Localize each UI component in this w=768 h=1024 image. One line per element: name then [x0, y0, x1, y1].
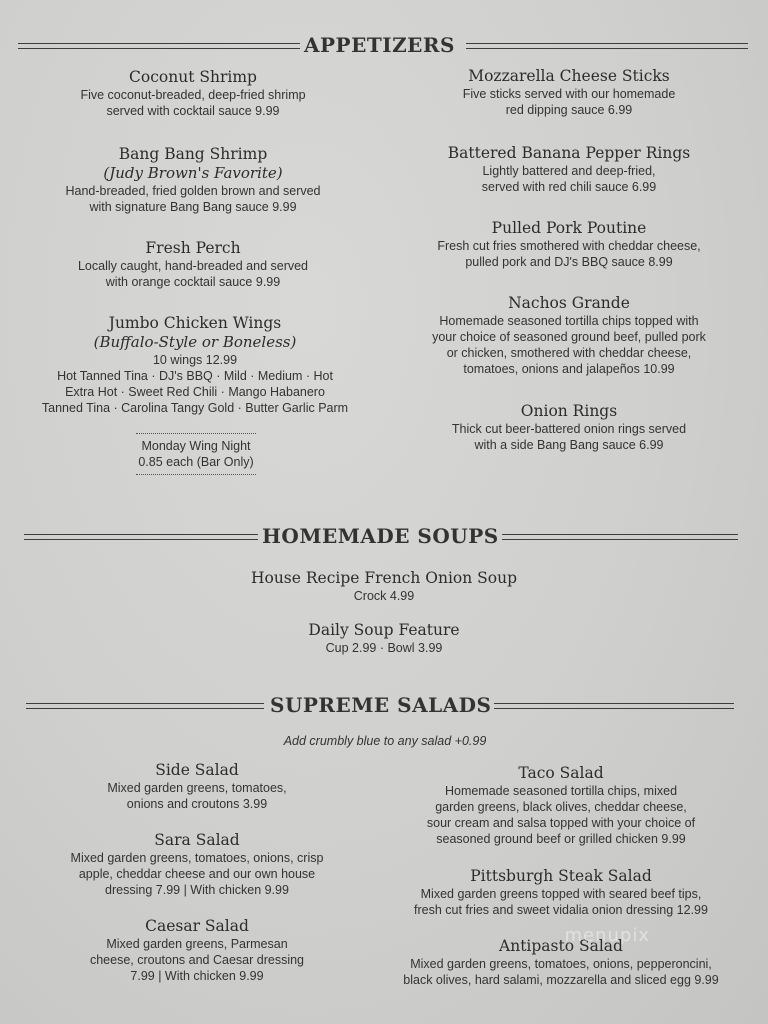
item-desc: Tanned Tina · Carolina Tangy Gold · Butter Garlic Parm [41, 401, 349, 415]
item-desc: Five sticks served with our homemade [462, 87, 676, 101]
item-name: Pulled Pork Poutine [491, 219, 647, 237]
watermark: menupix [564, 925, 650, 946]
menu-item-mozzarella-sticks [396, 67, 742, 118]
item-desc: black olives, hard salami, mozzarella and sliced egg 9.99 [403, 973, 719, 987]
item-desc: Crock 4.99 [353, 589, 415, 603]
item-desc: or chicken, smothered with cheddar cheese, [446, 346, 692, 360]
item-name: Jumbo Chicken Wings [108, 314, 282, 332]
item-name: Sara Salad [154, 831, 240, 849]
item-name: Side Salad [155, 761, 239, 779]
menu-item-antipasto-salad [388, 937, 734, 988]
menu-item-daily-soup [184, 621, 584, 656]
item-desc: Mixed garden greens topped with seared beef tips, [420, 887, 702, 901]
item-desc: served with cocktail sauce 9.99 [106, 104, 280, 118]
item-desc: Cup 2.99 · Bowl 3.99 [325, 641, 443, 655]
note-line: 0.85 each (Bar Only) [138, 455, 254, 469]
menu-item-pulled-pork-poutine [396, 219, 742, 270]
header-rule-right [466, 43, 748, 49]
salad-addon-note: Add crumbly blue to any salad +0.99 [283, 734, 487, 748]
item-desc: Hot Tanned Tina · DJ's BBQ · Mild · Medium · Hot [57, 369, 333, 383]
header-rule-right [502, 534, 738, 540]
item-name: Taco Salad [518, 764, 604, 782]
menu-item-sara-salad [24, 831, 370, 898]
menu-item-fresh-perch [18, 239, 368, 290]
item-desc: Homemade seasoned tortilla chips topped with [439, 314, 699, 328]
header-rule-right [494, 703, 734, 709]
item-desc: Locally caught, hand-breaded and served [77, 259, 309, 273]
item-desc: Mixed garden greens, Parmesan [106, 937, 288, 951]
menu-item-jumbo-chicken-wings [18, 314, 372, 416]
item-desc: your choice of seasoned ground beef, pulled pork [432, 330, 706, 344]
item-desc: with orange cocktail sauce 9.99 [105, 275, 281, 289]
menu-item-taco-salad [388, 764, 734, 847]
item-desc: Five coconut-breaded, deep-fried shrimp [80, 88, 306, 102]
header-rule-left [24, 534, 258, 540]
menu-item-pittsburgh-steak-salad [388, 867, 734, 918]
item-name: House Recipe French Onion Soup [250, 569, 518, 587]
item-desc: garden greens, black olives, cheddar cheese, [435, 800, 687, 814]
menu-item-side-salad [24, 761, 370, 812]
item-desc: onions and croutons 3.99 [126, 797, 268, 811]
item-name: Mozzarella Cheese Sticks [468, 67, 670, 85]
item-desc: dressing 7.99 | With chicken 9.99 [105, 883, 289, 897]
menu-item-onion-rings [396, 402, 742, 453]
item-desc: fresh cut fries and sweet vidalia onion dressing 12.99 [414, 903, 708, 917]
note-line: Monday Wing Night [141, 439, 251, 453]
wing-night-note [136, 433, 256, 475]
item-name: Fresh Perch [145, 239, 241, 257]
item-name: Nachos Grande [508, 294, 630, 312]
item-name: Battered Banana Pepper Rings [447, 144, 691, 162]
item-desc: 7.99 | With chicken 9.99 [130, 969, 264, 983]
item-desc: Thick cut beer-battered onion rings served [451, 422, 687, 436]
item-desc: served with red chili sauce 6.99 [481, 180, 657, 194]
item-desc: Fresh cut fries smothered with cheddar cheese, [437, 239, 701, 253]
menu-item-nachos-grande [396, 294, 742, 377]
item-desc: tomatoes, onions and jalapeños 10.99 [463, 362, 675, 376]
item-desc: Hand-breaded, fried golden brown and served [65, 184, 321, 198]
item-desc: Mixed garden greens, tomatoes, onions, crisp [70, 851, 324, 865]
soups-header [0, 521, 768, 551]
header-rule-left [26, 703, 264, 709]
item-desc: Mixed garden greens, tomatoes, onions, pepperoncini, [410, 957, 712, 971]
item-desc: Extra Hot · Sweet Red Chili · Mango Habanero [65, 385, 325, 399]
item-desc: sour cream and salsa topped with your choice of [426, 816, 696, 830]
item-subtitle: (Judy Brown's Favorite) [103, 164, 283, 182]
menu-item-coconut-shrimp [18, 68, 368, 119]
item-desc: with signature Bang Bang sauce 9.99 [89, 200, 297, 214]
item-name: Coconut Shrimp [129, 68, 257, 86]
item-subtitle: (Buffalo-Style or Boneless) [93, 333, 297, 351]
section-title-salads: SUPREME SALADS [270, 693, 492, 717]
appetizers-header [0, 30, 768, 60]
item-desc: Homemade seasoned tortilla chips, mixed [444, 784, 678, 798]
header-rule-left [18, 43, 300, 49]
menu-item-bang-bang-shrimp [18, 145, 368, 215]
menu-item-banana-pepper-rings [396, 144, 742, 195]
item-desc: red dipping sauce 6.99 [505, 103, 633, 117]
item-desc: Mixed garden greens, tomatoes, [107, 781, 287, 795]
item-name: Onion Rings [520, 402, 618, 420]
item-desc: 10 wings 12.99 [152, 353, 238, 367]
item-desc: Lightly battered and deep-fried, [482, 164, 656, 178]
salads-header [0, 690, 768, 720]
item-desc: with a side Bang Bang sauce 6.99 [474, 438, 664, 452]
item-desc: apple, cheddar cheese and our own house [78, 867, 316, 881]
item-name: Pittsburgh Steak Salad [470, 867, 652, 885]
section-title-appetizers: APPETIZERS [304, 33, 455, 57]
item-name: Caesar Salad [145, 917, 249, 935]
item-name: Bang Bang Shrimp [118, 145, 268, 163]
menu-item-french-onion-soup [184, 569, 584, 604]
menu-item-caesar-salad [24, 917, 370, 984]
item-name: Daily Soup Feature [308, 621, 460, 639]
item-desc: seasoned ground beef or grilled chicken 9.99 [436, 832, 686, 846]
item-desc: cheese, croutons and Caesar dressing [89, 953, 304, 967]
item-desc: pulled pork and DJ's BBQ sauce 8.99 [465, 255, 673, 269]
item-name: Antipasto Salad [499, 937, 623, 955]
section-title-soups: HOMEMADE SOUPS [262, 524, 499, 548]
